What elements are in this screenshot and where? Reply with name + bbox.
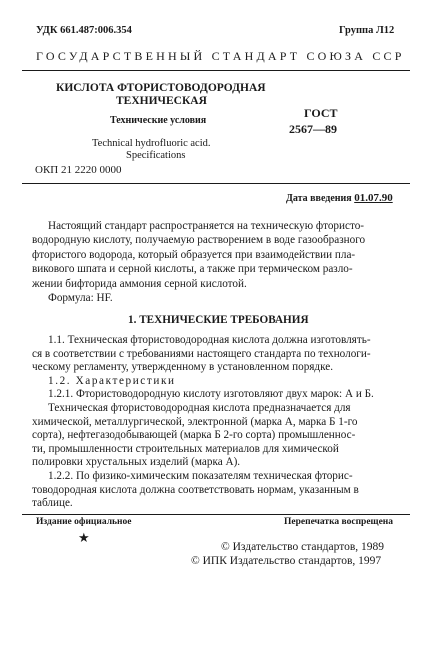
clause-line: 1.2.2. По физико-химическим показателям техническая фторис- [48,469,353,482]
okp-code: ОКП 21 2220 0000 [35,164,122,176]
scope-line: фтористого водорода, который образуется при взаимодействии пла- [32,248,356,261]
english-title-line1: Technical hydrofluoric acid. [92,138,211,149]
intro-date-value: 01.07.90 [354,192,393,204]
udc-code: УДК 661.487:006.354 [36,25,132,36]
scope-line: водородную кислоту, получаемую растворением в воде газообразного [32,234,366,247]
section1-body [32,334,374,511]
copyright-line2: © ИПК Издательство стандартов, 1997 [191,555,382,567]
copyright-line1: © Издательство стандартов, 1989 [221,541,385,553]
formula-line: Формула: HF. [48,292,113,305]
clause-heading: 1.2. Характеристики [48,374,176,387]
gost-label: ГОСТ [304,106,338,120]
clause-line: таблице. [32,497,73,510]
clause-line: сорта), нефтегазодобывающей (марка Б 2-го сорта) промышленнос- [32,429,356,442]
document-subtitle: Технические условия [110,115,207,126]
gost-number: 2567—89 [289,122,337,136]
clause-line: химической, металлургической, электронной (марка А, марка Б 1-го [32,415,358,428]
intro-date-label: Дата введения [286,193,352,204]
title-rule [22,183,410,184]
intro-date [286,192,393,204]
document-title-line2: ТЕХНИЧЕСКАЯ [116,95,207,107]
clause-line: товодородная кислота должна соответствовать нормам, указанным в [32,483,359,496]
scope-paragraph [32,219,365,305]
document-title-line1: КИСЛОТА ФТОРИСТОВОДОРОДНАЯ [56,82,266,94]
clause-line: полировки хрустальных изделий (марка А). [32,456,241,469]
scope-line: викового шпата и серной кислоты, а также при термическом разло- [32,263,353,276]
footer-rule [22,514,410,515]
group-code: Группа Л12 [339,25,395,36]
clause-line: 1.1. Техническая фтористоводородная кислота должна изготовлять- [48,334,371,346]
clause-line: ческому регламенту, утвержденному в установленном порядке. [32,361,334,374]
star-icon: ★ [78,530,90,545]
clause-line: ти, промышленности строительных материалов для химической [32,442,339,455]
section-heading: 1. ТЕХНИЧЕСКИЕ ТРЕБОВАНИЯ [128,314,309,326]
clause-line: ся в соответствии с требованиями настоящего стандарта по технологи- [32,347,371,360]
official-edition-label: Издание официальное [36,517,132,527]
header-rule [22,70,410,71]
clause-line: 1.2.1. Фтористоводородную кислоту изготовляют двух марок: А и Б. [48,388,374,401]
clause-line: Техническая фтористоводородная кислота предназначается для [48,401,351,414]
scope-line: Настоящий стандарт распространяется на техническую фтористо- [48,220,365,232]
reprint-prohibited-label: Перепечатка воспрещена [284,517,394,527]
scope-line: жении бифторида аммония серной кислотой. [32,277,247,290]
english-title-line2: Specifications [126,150,186,161]
authority-banner: ГОСУДАРСТВЕННЫЙ СТАНДАРТ СОЮЗА ССР [36,49,405,63]
